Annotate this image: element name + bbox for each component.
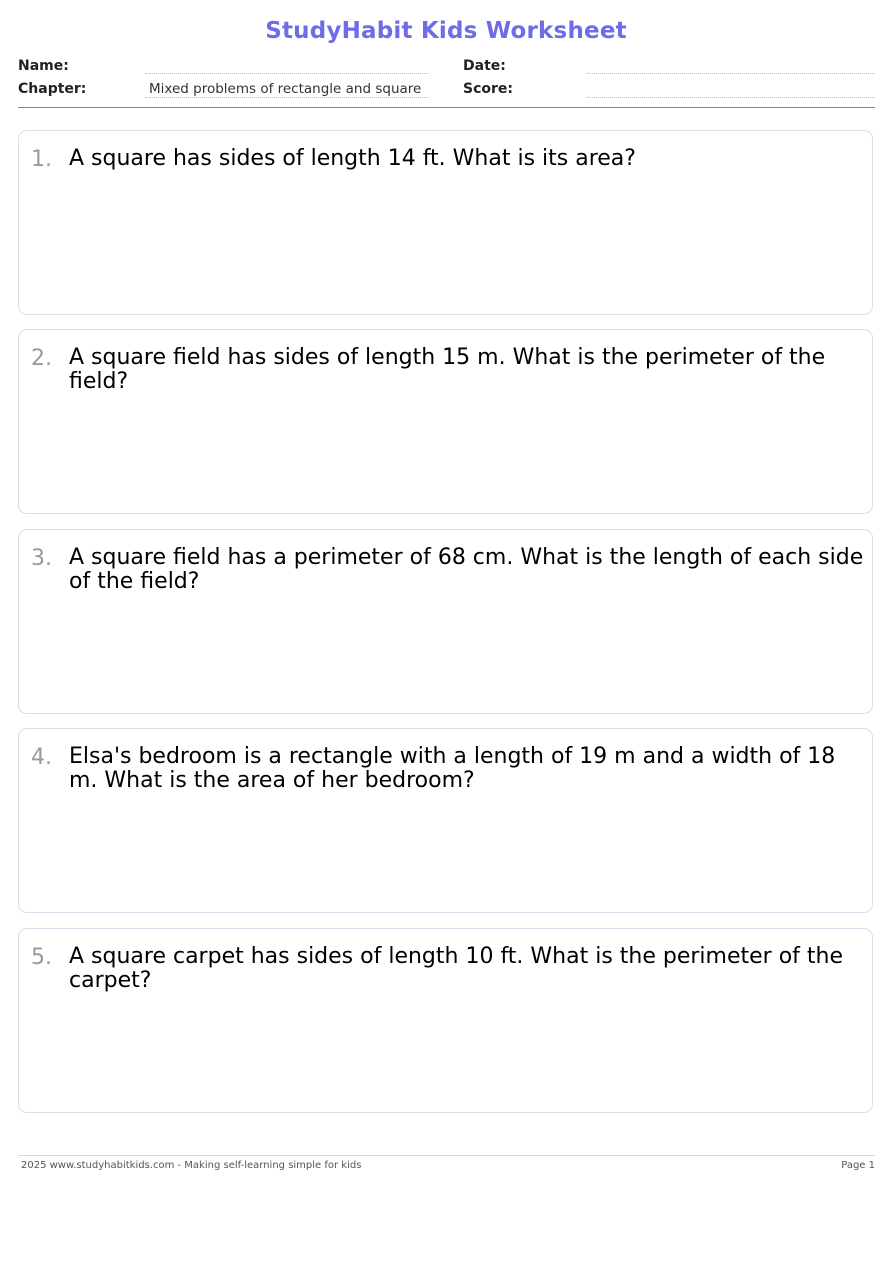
question-text: Elsa's bedroom is a rectangle with a length of 19 m and a width of 18 m. What is the area of her bedroom? <box>69 744 836 793</box>
name-field-line <box>145 73 429 74</box>
header-divider <box>18 107 875 108</box>
question-card-1 <box>18 130 873 315</box>
question-card-5 <box>18 928 873 1113</box>
question-card-3 <box>18 529 873 714</box>
question-card-4 <box>18 728 873 913</box>
question-number: 1. <box>31 147 52 172</box>
question-number: 3. <box>31 546 52 571</box>
score-field-line <box>587 97 875 98</box>
chapter-value: Mixed problems of rectangle and square <box>149 81 422 97</box>
score-label: Score: <box>463 81 513 97</box>
chapter-label: Chapter: <box>18 81 87 97</box>
page-number: Page 1 <box>841 1160 875 1171</box>
footer-divider <box>18 1155 875 1156</box>
question-number: 5. <box>31 945 52 970</box>
question-text: A square field has sides of length 15 m. What is the perimeter of the field? <box>69 345 826 394</box>
date-label: Date: <box>463 58 506 74</box>
page-title: StudyHabit Kids Worksheet <box>265 18 627 44</box>
date-field-line <box>587 73 875 74</box>
chapter-field-line <box>145 97 429 98</box>
question-number: 4. <box>31 745 52 770</box>
question-text: A square has sides of length 14 ft. What is its area? <box>69 146 636 171</box>
question-number: 2. <box>31 346 52 371</box>
name-label: Name: <box>18 58 69 74</box>
question-text: A square carpet has sides of length 10 ft. What is the perimeter of the carpet? <box>69 944 843 993</box>
footer-copyright: 2025 www.studyhabitkids.com - Making self-learning simple for kids <box>21 1160 362 1171</box>
question-text: A square field has a perimeter of 68 cm. What is the length of each side of the field? <box>69 545 864 594</box>
question-card-2 <box>18 329 873 514</box>
